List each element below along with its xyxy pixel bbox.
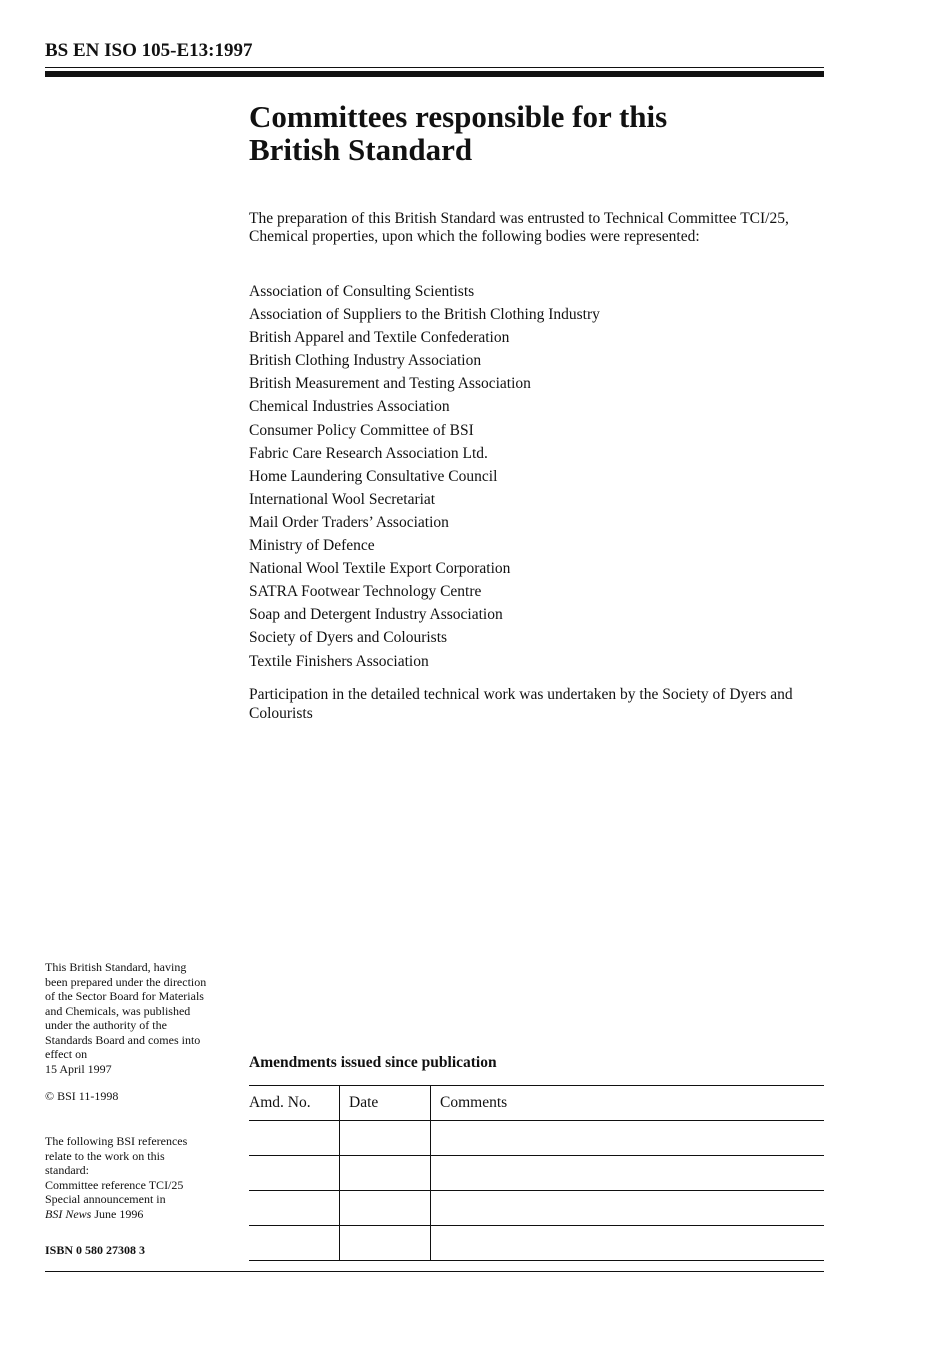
committee-bodies-list: [249, 280, 600, 673]
list-item: British Apparel and Textile Confederation: [249, 329, 510, 347]
table-cell: [340, 1191, 431, 1226]
approval-line: been prepared under the direction: [45, 974, 207, 989]
list-item: Society of Dyers and Colourists: [249, 629, 448, 647]
page-title: [249, 100, 809, 166]
list-item: British Measurement and Testing Association: [249, 375, 531, 393]
announcement-date: June 1996: [91, 1206, 144, 1221]
isbn: ISBN 0 580 27308 3: [45, 1243, 146, 1257]
table-row: [249, 1156, 824, 1191]
column-header-date: Date: [340, 1086, 431, 1121]
table-cell: [431, 1191, 825, 1226]
approval-note: [45, 960, 250, 1076]
standard-code: BS EN ISO 105-E13:1997: [45, 40, 253, 61]
table-cell: [431, 1226, 825, 1261]
table-cell: [431, 1121, 825, 1156]
list-item: Consumer Policy Committee of BSI: [249, 421, 474, 439]
table-cell: [340, 1226, 431, 1261]
amendments-table: [249, 1085, 824, 1261]
bsi-news-title: BSI News: [45, 1206, 92, 1221]
intro-paragraph: The preparation of this British Standard was entrusted to Technical Committee TCI/25, Chemical properties, upon which the following bodies were represented:: [249, 210, 789, 245]
list-item: Chemical Industries Association: [249, 398, 450, 416]
participation-paragraph: Participation in the detailed technical work was undertaken by the Society of Dyers and Colourists: [249, 686, 793, 722]
table-row: [249, 1191, 824, 1226]
list-item: Association of Suppliers to the British Clothing Industry: [249, 306, 600, 324]
list-item: Fabric Care Research Association Ltd.: [249, 444, 488, 462]
list-item: Textile Finishers Association: [249, 652, 429, 670]
list-item: SATRA Footwear Technology Centre: [249, 583, 482, 601]
table-cell: [340, 1156, 431, 1191]
approval-line: effect on: [45, 1047, 88, 1061]
refs-line: Special announcement in: [45, 1192, 166, 1206]
title-line-1: Committees responsible for this: [249, 99, 668, 134]
refs-line: relate to the work on this: [45, 1148, 165, 1163]
copyright-note: © BSI 11-1998: [45, 1089, 119, 1103]
approval-line: under the authority of the: [45, 1018, 167, 1032]
bsi-references-note: [45, 1134, 250, 1221]
table-cell: [249, 1226, 340, 1261]
header-rule-thick: [45, 71, 824, 77]
approval-line: of the Sector Board for Materials: [45, 989, 204, 1003]
table-cell: [431, 1156, 825, 1191]
approval-line: This British Standard, having: [45, 960, 187, 974]
refs-line: standard:: [45, 1163, 89, 1177]
list-item: Home Laundering Consultative Council: [249, 467, 498, 485]
table-cell: [340, 1121, 431, 1156]
list-item: Mail Order Traders’ Association: [249, 513, 449, 531]
list-item: Soap and Detergent Industry Association: [249, 606, 503, 624]
list-item: National Wool Textile Export Corporation: [249, 560, 511, 578]
column-header-comments: Comments: [431, 1086, 825, 1121]
approval-date: 15 April 1997: [45, 1061, 112, 1076]
committee-reference: Committee reference TCI/25: [45, 1177, 184, 1192]
table-row: [249, 1121, 824, 1156]
approval-line: Standards Board and comes into: [45, 1032, 201, 1047]
list-item: Association of Consulting Scientists: [249, 283, 475, 300]
title-line-2: British Standard: [249, 132, 473, 167]
footer-rule: [45, 1271, 824, 1272]
table-cell: [249, 1191, 340, 1226]
table-header-row: [249, 1086, 824, 1121]
amendments-heading: Amendments issued since publication: [249, 1054, 497, 1071]
approval-line: and Chemicals, was published: [45, 1003, 191, 1018]
list-item: Ministry of Defence: [249, 537, 375, 555]
header-rule-thin: [45, 67, 824, 68]
list-item: International Wool Secretariat: [249, 490, 436, 508]
list-item: British Clothing Industry Association: [249, 352, 482, 370]
table-row: [249, 1226, 824, 1261]
column-header-amd-no: Amd. No.: [249, 1086, 340, 1121]
table-cell: [249, 1156, 340, 1191]
refs-line: The following BSI references: [45, 1134, 188, 1148]
table-cell: [249, 1121, 340, 1156]
